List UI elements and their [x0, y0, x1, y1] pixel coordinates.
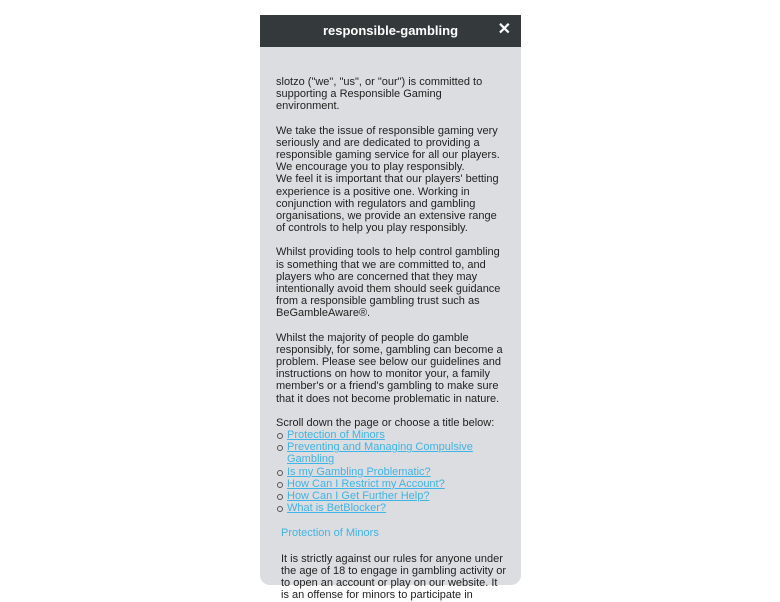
table-of-contents [276, 429, 507, 514]
modal-title: responsible-gambling [322, 23, 459, 38]
close-icon[interactable]: ✕ [497, 21, 511, 38]
toc-item [287, 478, 507, 490]
commitment-paragraph [276, 125, 507, 235]
experience-text: We feel it is important that our players' betting experience is a positive one. Working in conjunction with regulators and gambling organisations, we provide an extensive range of controls to help you play responsibly. [276, 173, 499, 235]
toc-intro: Scroll down the page or choose a title below: [276, 416, 495, 429]
modal-body[interactable] [260, 47, 521, 602]
tools-paragraph: Whilst providing tools to help control gambling is something that we are committed to, and players who are concerned that they may intentionally avoid them should seek guidance from a responsible gambling trust such as BeGambleAware®. [276, 246, 501, 320]
toc-link-betblocker[interactable]: What is BetBlocker? [287, 502, 387, 515]
toc-item [287, 441, 507, 465]
toc-link-compulsive-gambling[interactable]: Preventing and Managing Compulsive Gambling [287, 441, 473, 466]
section-text-protection-of-minors: It is strictly against our rules for anyone under the age of 18 to engage in gambling activity or to open an account or play on our website. It is an offense for minors to participate in [281, 552, 507, 602]
toc-link-further-help[interactable]: How Can I Get Further Help? [287, 490, 430, 503]
section-title-protection-of-minors: Protection of Minors [281, 526, 379, 539]
toc-item [287, 490, 507, 502]
commitment-text: We take the issue of responsible gaming very seriously and are dedicated to providing a responsible gaming service for all our players. We encourage you to play responsibly. [276, 124, 500, 174]
toc-link-protection-of-minors[interactable]: Protection of Minors [287, 429, 385, 442]
toc-item [287, 502, 507, 514]
toc-item [287, 429, 507, 441]
toc-link-problematic[interactable]: Is my Gambling Problematic? [287, 465, 431, 478]
toc-link-restrict-account[interactable]: How Can I Restrict my Account? [287, 477, 445, 490]
majority-paragraph: Whilst the majority of people do gamble responsibly, for some, gambling can become a problem. Please see below our guidelines and instructions on how to monitor your, a family member's or a friend's gambling to make sure that it does not become problematic in nature. [276, 331, 503, 405]
toc-item [287, 466, 507, 478]
modal-header [260, 15, 521, 47]
responsible-gambling-modal [260, 15, 521, 602]
intro-paragraph: slotzo ("we", "us", or "our") is committed to supporting a Responsible Gaming environment. [276, 76, 483, 113]
